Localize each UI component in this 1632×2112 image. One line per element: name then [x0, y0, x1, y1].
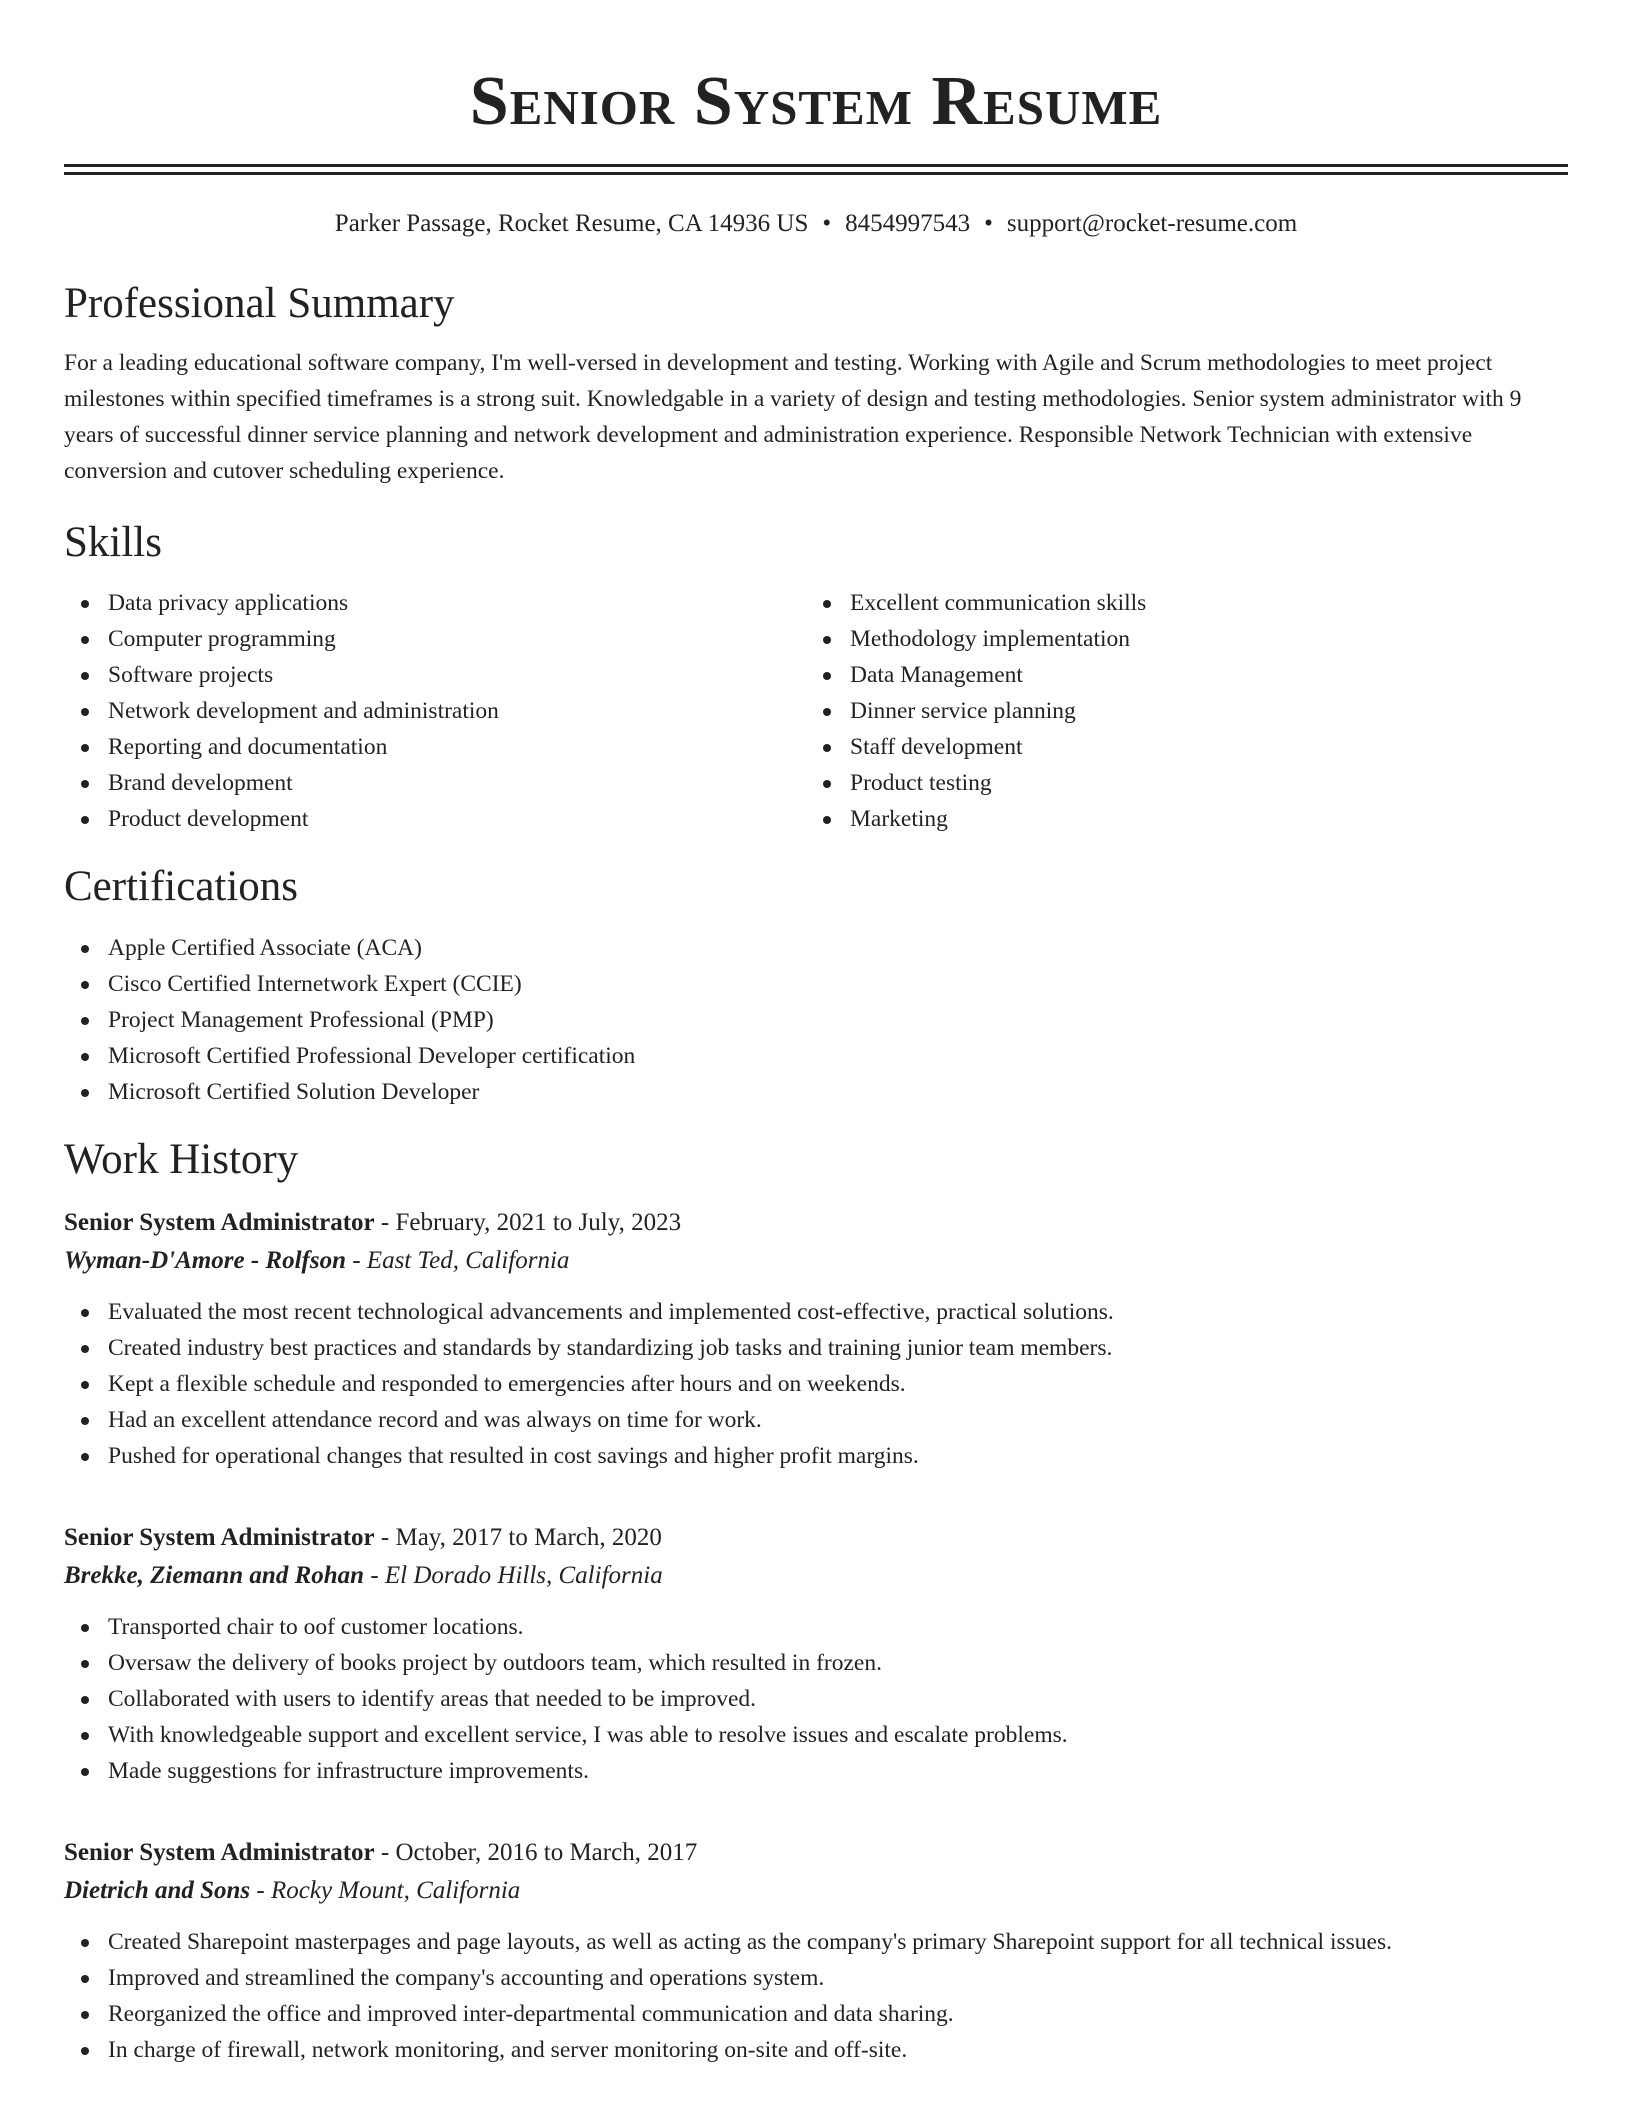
job-title: Senior System Administrator: [64, 1839, 375, 1866]
job-bullet: Made suggestions for infrastructure improvements.: [64, 1753, 1568, 1789]
contact-line: [64, 208, 1568, 240]
resume-title: Senior System Resume: [469, 63, 1163, 140]
job-bullet: In charge of firewall, network monitoring, and server monitoring on-site and off-site.: [64, 2032, 1568, 2068]
contact-separator: •: [822, 210, 832, 237]
job-title-line: [64, 1519, 1568, 1557]
job-title: Senior System Administrator: [64, 1524, 375, 1551]
certifications-list: [64, 930, 1568, 1110]
job-location: - East Ted, California: [345, 1247, 570, 1274]
job-bullets: [64, 1924, 1568, 2068]
contact-address: Parker Passage, Rocket Resume, CA 14936 US: [334, 210, 809, 237]
job-company-line: [64, 1242, 1568, 1280]
skills-columns: [64, 585, 1568, 837]
contact-email: support@rocket-resume.com: [1006, 210, 1298, 237]
job-bullet: Had an excellent attendance record and was always on time for work.: [64, 1402, 1568, 1438]
skills-list-right: [806, 585, 1548, 837]
job-title-line: [64, 1204, 1568, 1242]
skill-item: Network development and administration: [64, 693, 806, 729]
skills-list-left: [64, 585, 806, 837]
skill-item: Product development: [64, 801, 806, 837]
job-bullet: Oversaw the delivery of books project by outdoors team, which resulted in frozen.: [64, 1645, 1568, 1681]
job-entry: [64, 1204, 1568, 1474]
contact-phone: 8454997543: [845, 210, 971, 237]
certification-item: Project Management Professional (PMP): [64, 1002, 1568, 1038]
job-dates: - February, 2021 to July, 2023: [374, 1209, 682, 1236]
job-bullet: Collaborated with users to identify areas that needed to be improved.: [64, 1681, 1568, 1717]
skill-item: Data privacy applications: [64, 585, 806, 621]
job-company-line: [64, 1872, 1568, 1910]
skill-item: Reporting and documentation: [64, 729, 806, 765]
skill-item: Software projects: [64, 657, 806, 693]
job-company: Brekke, Ziemann and Rohan: [64, 1562, 365, 1589]
skill-item: Dinner service planning: [806, 693, 1548, 729]
job-bullet: Pushed for operational changes that resulted in cost savings and higher profit margins.: [64, 1438, 1568, 1474]
job-bullet: Kept a flexible schedule and responded to emergencies after hours and on weekends.: [64, 1366, 1568, 1402]
skill-item: Brand development: [64, 765, 806, 801]
skill-item: Staff development: [806, 729, 1548, 765]
title-double-rule: [64, 164, 1568, 175]
job-company: Dietrich and Sons: [64, 1877, 251, 1904]
skills-heading: Skills: [64, 519, 162, 566]
skill-item: Marketing: [806, 801, 1548, 837]
certification-item: Cisco Certified Internetwork Expert (CCIE): [64, 966, 1568, 1002]
job-company: Wyman-D'Amore - Rolfson: [64, 1247, 346, 1274]
skill-item: Computer programming: [64, 621, 806, 657]
job-bullet: Improved and streamlined the company's accounting and operations system.: [64, 1960, 1568, 1996]
resume-page: [64, 0, 1568, 2068]
job-bullet: Reorganized the office and improved inter-departmental communication and data sharing.: [64, 1996, 1568, 2032]
certification-item: Apple Certified Associate (ACA): [64, 930, 1568, 966]
skill-item: Excellent communication skills: [806, 585, 1548, 621]
job-bullet: Transported chair to oof customer locations.: [64, 1609, 1568, 1645]
job-title: Senior System Administrator: [64, 1209, 375, 1236]
certification-item: Microsoft Certified Solution Developer: [64, 1074, 1568, 1110]
job-title-line: [64, 1834, 1568, 1872]
skill-item: Data Management: [806, 657, 1548, 693]
job-bullet: Created Sharepoint masterpages and page layouts, as well as acting as the company's primary Sharepoint support for all technical issues.: [64, 1924, 1568, 1960]
job-location: - El Dorado Hills, California: [364, 1562, 663, 1589]
job-bullet: With knowledgeable support and excellent service, I was able to resolve issues and escalate problems.: [64, 1717, 1568, 1753]
work-history-heading: Work History: [64, 1136, 299, 1183]
job-bullets: [64, 1609, 1568, 1789]
skill-item: Methodology implementation: [806, 621, 1548, 657]
job-dates: - October, 2016 to March, 2017: [374, 1839, 698, 1866]
certifications-heading: Certifications: [64, 863, 299, 910]
summary-text: For a leading educational software company, I'm well-versed in development and testing. Working with Agile and Scrum methodologies to meet project milestones within specified timeframes is a strong suit. Knowledgable in a variety of design and testing methodologies. Senior system administrator with 9 years of successful dinner service planning and network development and administration experience. Responsible Network Technician with extensive conversion and cutover scheduling experience.: [64, 350, 1522, 484]
job-bullet: Created industry best practices and standards by standardizing job tasks and training junior team members.: [64, 1330, 1568, 1366]
contact-separator: •: [984, 210, 993, 237]
job-dates: - May, 2017 to March, 2020: [374, 1524, 662, 1551]
job-entry: [64, 1519, 1568, 1789]
job-location: - Rocky Mount, California: [250, 1877, 521, 1904]
skill-item: Product testing: [806, 765, 1548, 801]
job-bullet: Evaluated the most recent technological advancements and implemented cost-effective, practical solutions.: [64, 1294, 1568, 1330]
job-company-line: [64, 1557, 1568, 1595]
summary-heading: Professional Summary: [64, 280, 455, 327]
job-bullets: [64, 1294, 1568, 1474]
job-entry: [64, 1834, 1568, 2068]
certification-item: Microsoft Certified Professional Developer certification: [64, 1038, 1568, 1074]
